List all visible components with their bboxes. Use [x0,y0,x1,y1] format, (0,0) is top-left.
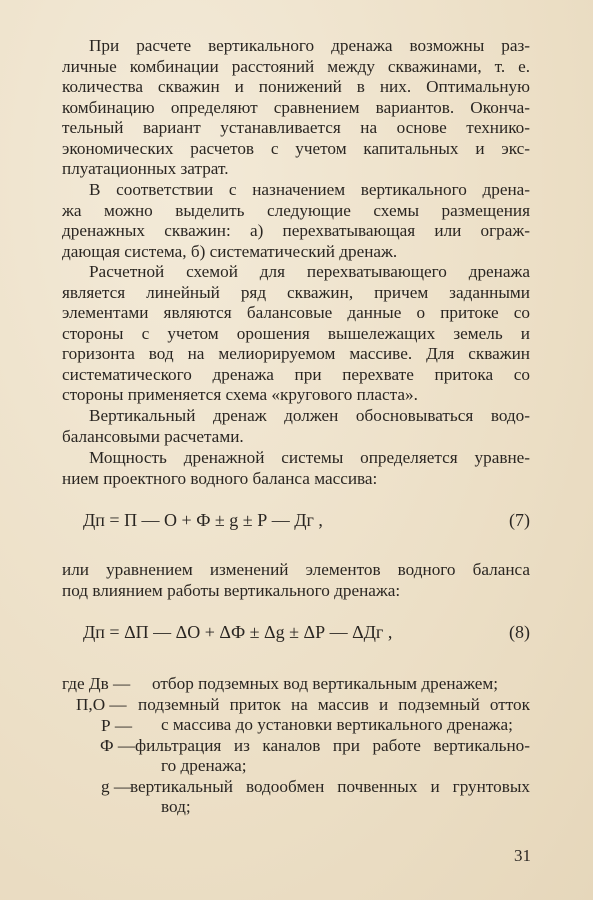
text-line: личные комбинации расстояний между скважинами, т. е. [62,56,530,76]
equation-7 [83,508,530,532]
legend-symbol: g — [101,777,132,796]
paragraph-4 [62,406,530,447]
text-line: При расчете вертикального дренажа возможны раз- [89,36,530,55]
legend-definition: го дренажа; [161,756,247,775]
text-line: нием проектного водного баланса массива: [62,468,378,488]
text-line: стороны применяется схема «кругового пласта». [62,385,418,404]
text-line: является линейный ряд скважин, причем заданными [62,282,530,302]
text-line: дренажных скважин: а) перехватывающая или ограж- [62,221,530,240]
legend-definition: с массива до установки вертикального дренажа; [161,715,513,734]
legend-symbol: Р — [101,716,133,735]
legend-definition: фильтрация из каналов при работе вертикально- [135,736,530,755]
text-line: дающая система, б) систематический дренаж. [62,241,398,261]
legend-definition: отбор подземных вод вертикальным дренажем; [152,674,499,693]
text-line: количества скважин и понижений в них. Оптимальную [62,77,530,96]
text-line: комбинацию определяют сравнением вариантов. Оконча- [62,97,530,117]
text-line: горизонта вод на мелиорируемом массиве. Для скважин [62,344,530,363]
text-line: жа можно выделить следующие схемы размещения [62,200,530,220]
equation-expression: Дп = П — О + Ф ± g ± Р — Дг , [83,510,323,530]
text-line: под влиянием работы вертикального дренажа: [62,580,401,600]
legend-definition: вод; [161,797,191,816]
text-line: Вертикальный дренаж должен обосновываться водо- [89,406,530,425]
paragraph-2 [62,180,530,262]
paragraph-3 [62,262,530,406]
paragraph-6 [62,560,530,601]
legend-definition: вертикальный водообмен почвенных и грунтовых [130,777,530,796]
legend-symbol: П,О — [76,695,127,714]
text-line: балансовыми расчетами. [62,426,244,446]
text-line: тельный вариант устанавливается на основе технико- [62,118,530,137]
text-line: Мощность дренажной системы определяется уравне- [89,448,530,467]
text-line: систематического дренажа при перехвате притока со [62,364,530,384]
equation-number: (8) [509,622,530,642]
equation-8 [83,620,530,644]
text-line: плуатационных затрат. [62,159,229,178]
text-line: Расчетной схемой для перехватывающего дренажа [89,262,530,281]
text-line: стороны с учетом орошения вышележащих земель и [62,323,530,343]
paragraph-1 [62,36,530,180]
legend-symbol: где Дв — [62,674,131,693]
page-number: 31 [514,846,531,865]
text-line: В соответствии с назначением вертикального дрена- [89,180,530,199]
equation-number: (7) [509,510,530,530]
legend-definition: подземный приток на массив и подземный отток [138,695,530,714]
text-line: или уравнением изменений элементов водного баланса [62,560,530,579]
equation-expression: Дп = ΔП — ΔО + ΔФ ± Δg ± ΔР — ΔДг , [83,622,393,642]
legend-symbol: Ф — [100,736,136,755]
text-line: экономических расчетов с учетом капитальных и экс- [62,138,530,158]
paragraph-5 [62,448,530,489]
text-line: элементами являются балансовые данные о притоке со [62,303,530,322]
